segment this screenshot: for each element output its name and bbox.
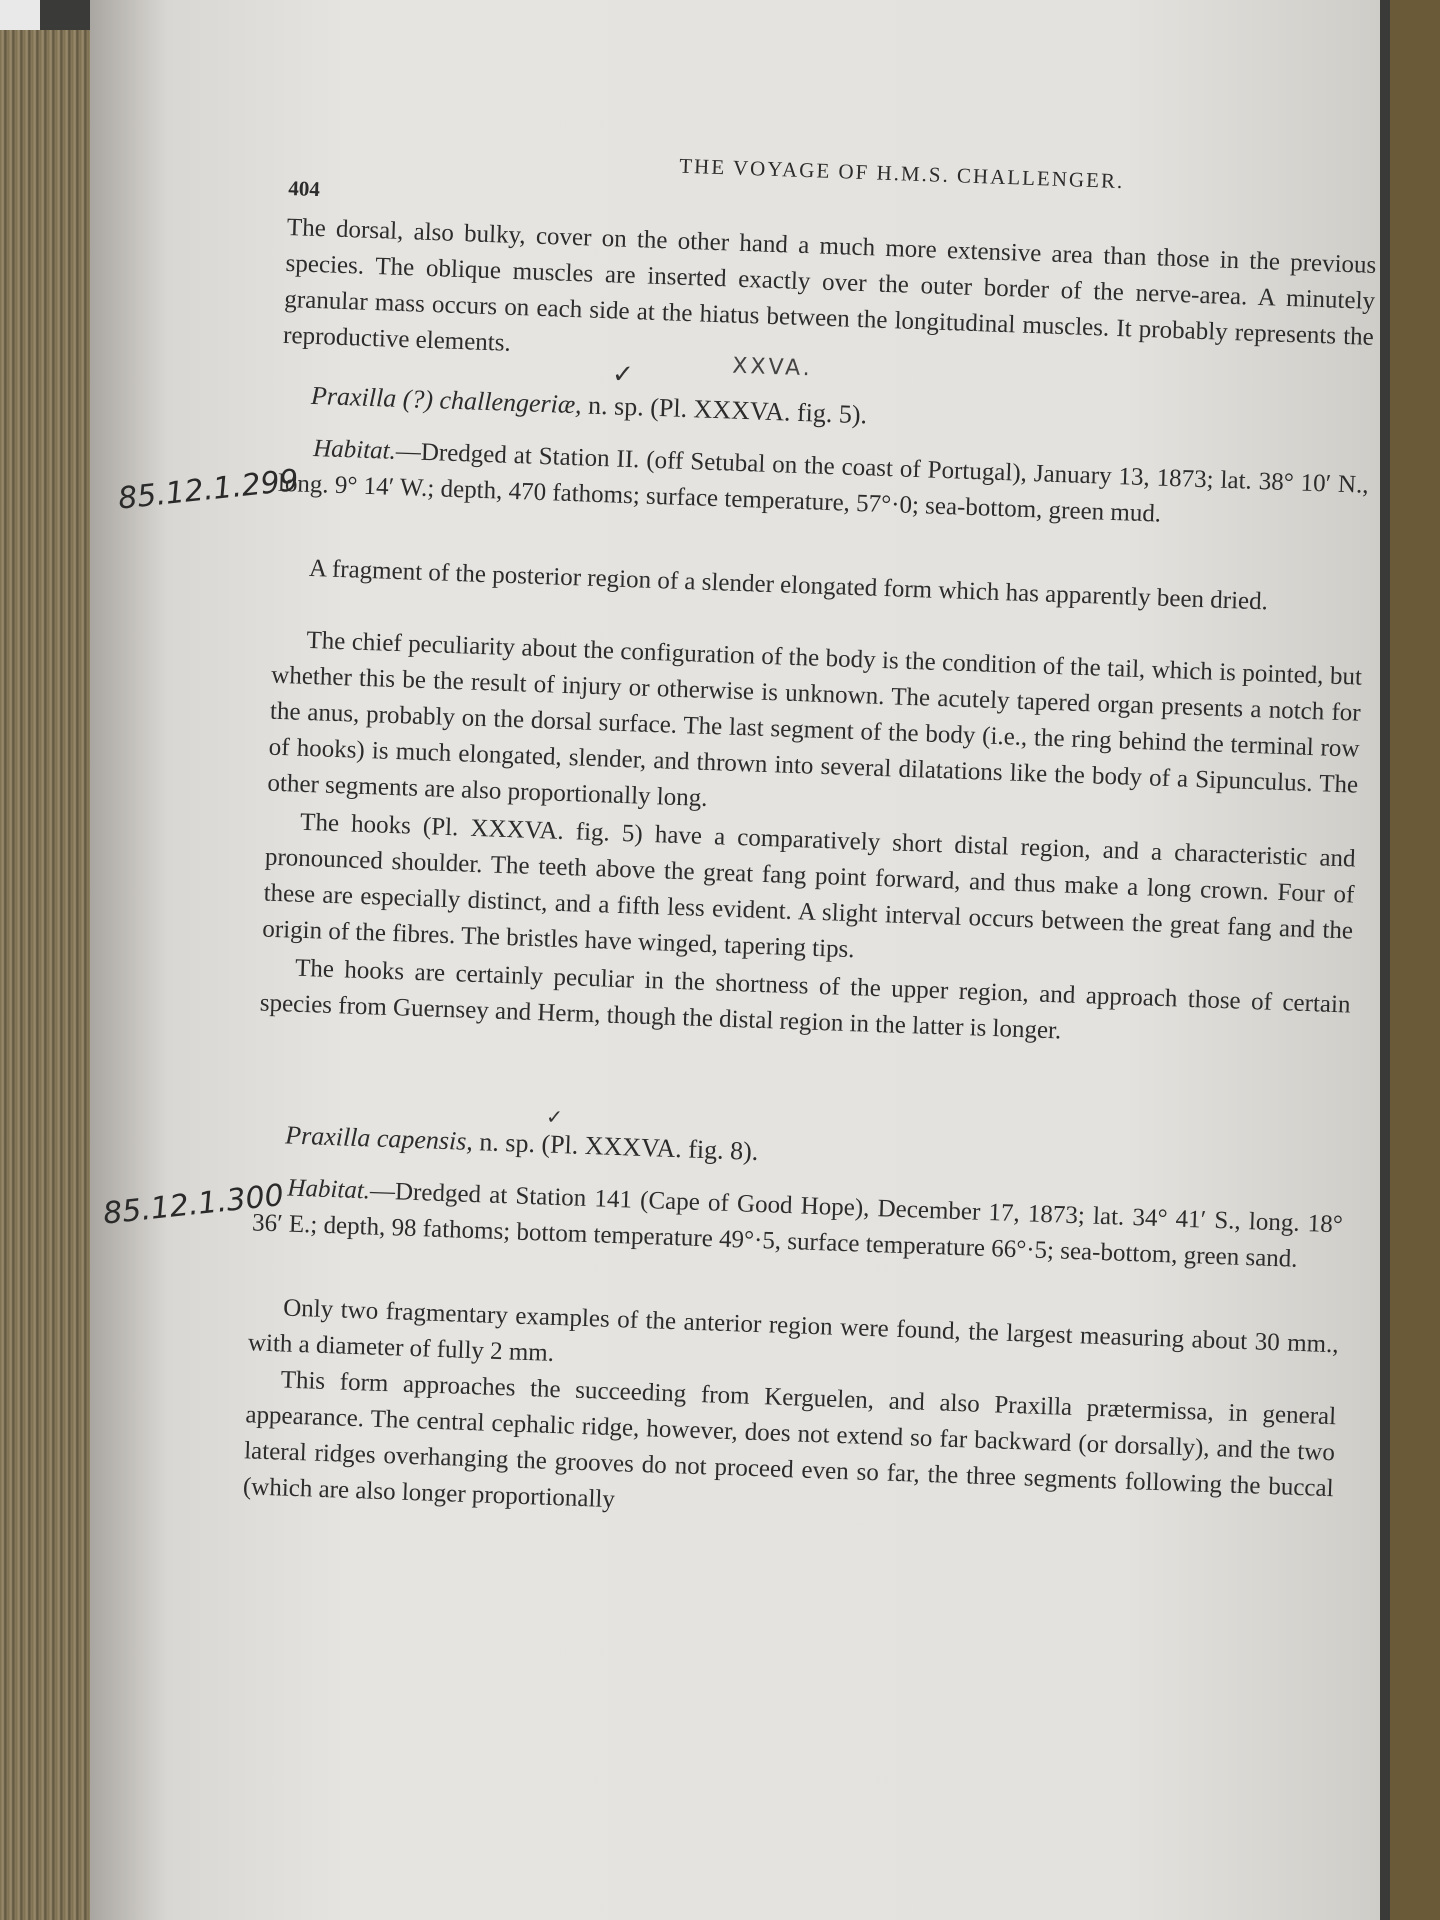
habitat-text: —Dredged at Station II. (off Setubal on the coast of Portugal), January 13, 1873; lat. 38° 10′ N., long. 9° 14′ W.; depth, 470 fathoms; surface temperature, 57°·0; sea-bottom, green mud. xyxy=(277,437,1370,528)
species-heading-1 xyxy=(311,381,868,430)
page-number: 404 xyxy=(287,175,321,202)
habitat-label: Habitat. xyxy=(312,435,397,465)
description-paragraph: A fragment of the posterior region of a slender elongated form which has apparently been dried. xyxy=(308,554,1269,616)
description-paragraph: The chief peculiarity about the configuration of the body is the condition of the tail, which is pointed, but whether this be the result of injury or otherwise is unknown. The acutely tapered organ presents a notch for the anus, probably on the dorsal surface. The last segment of the body (i.e., the ring behind the terminal row of hooks) is much elongated, slender, and thrown into several dilatations like the body of a Sipunculus. The other segments are also proportionally long. xyxy=(267,626,1363,812)
handwritten-plate-note: XXVA. xyxy=(731,353,814,382)
description-paragraph: This form approaches the succeeding from Kerguelen, and also Praxilla prætermissa, in general appearance. The central cephalic ridge, however, does not extend so far backward (or dorsally), and the two lateral ridges overhanging the grooves do not proceed even so far, the three segments following the buccal (which are also longer proportionally xyxy=(242,1366,1337,1514)
book-page xyxy=(90,0,1380,1920)
description-paragraph: The hooks are certainly peculiar in the shortness of the upper region, and approach those of certain species from Guernsey and Herm, though the distal region in the latter is longer. xyxy=(259,954,1351,1045)
habitat-paragraph-1 xyxy=(277,430,1369,540)
intro-paragraph: The dorsal, also bulky, cover on the other hand a much more extensive area than those in the previous species. The oblique muscles are inserted exactly over the outer border of the nerve-area. A minutely granular mass occurs on each side at the hiatus between the longitudinal muscles. It probably represents the reproductive elements. xyxy=(282,213,1377,357)
check-mark: ✓ xyxy=(611,359,635,391)
check-mark: ✓ xyxy=(545,1104,564,1130)
species-heading-2 xyxy=(285,1120,759,1166)
handwritten-register-number: 85.12.1.299 xyxy=(116,462,301,517)
species-name: Praxilla (?) challengeriæ, xyxy=(310,380,583,420)
habitat-label: Habitat. xyxy=(286,1174,371,1205)
description-paragraph: Only two fragmentary examples of the anterior region were found, the largest measuring about 30 mm., with a diameter of fully 2 mm. xyxy=(247,1294,1340,1367)
species-suffix: n. sp. (Pl. XXXVA. fig. 8). xyxy=(472,1127,759,1166)
page-content xyxy=(101,140,1440,1879)
habitat-paragraph-2 xyxy=(252,1169,1344,1279)
handwritten-register-number: 85.12.1.300 xyxy=(101,1177,286,1232)
running-head: THE VOYAGE OF H.M.S. CHALLENGER. xyxy=(678,153,1125,194)
habitat-text: —Dredged at Station 141 (Cape of Good Hope), December 17, 1873; lat. 34° 41′ S., long. 18° 36′ E.; depth, 98 fathoms; bottom temperature 49°·5, surface temperature 66°·5; sea-bottom, green sand. xyxy=(251,1177,1344,1273)
description-paragraph: The hooks (Pl. XXXVA. fig. 5) have a comparatively short distal region, and a characteristic and pronounced shoulder. The teeth above the great fang point forward, and thus make a long crown. Four of these are especially distinct, and a fifth less evident. A slight interval occurs between the great fang and the origin of the fibres. The bristles have winged, tapering tips. xyxy=(261,808,1357,964)
species-name: Praxilla capensis, xyxy=(284,1120,474,1156)
species-suffix: n. sp. (Pl. XXXVA. fig. 5). xyxy=(581,390,868,430)
